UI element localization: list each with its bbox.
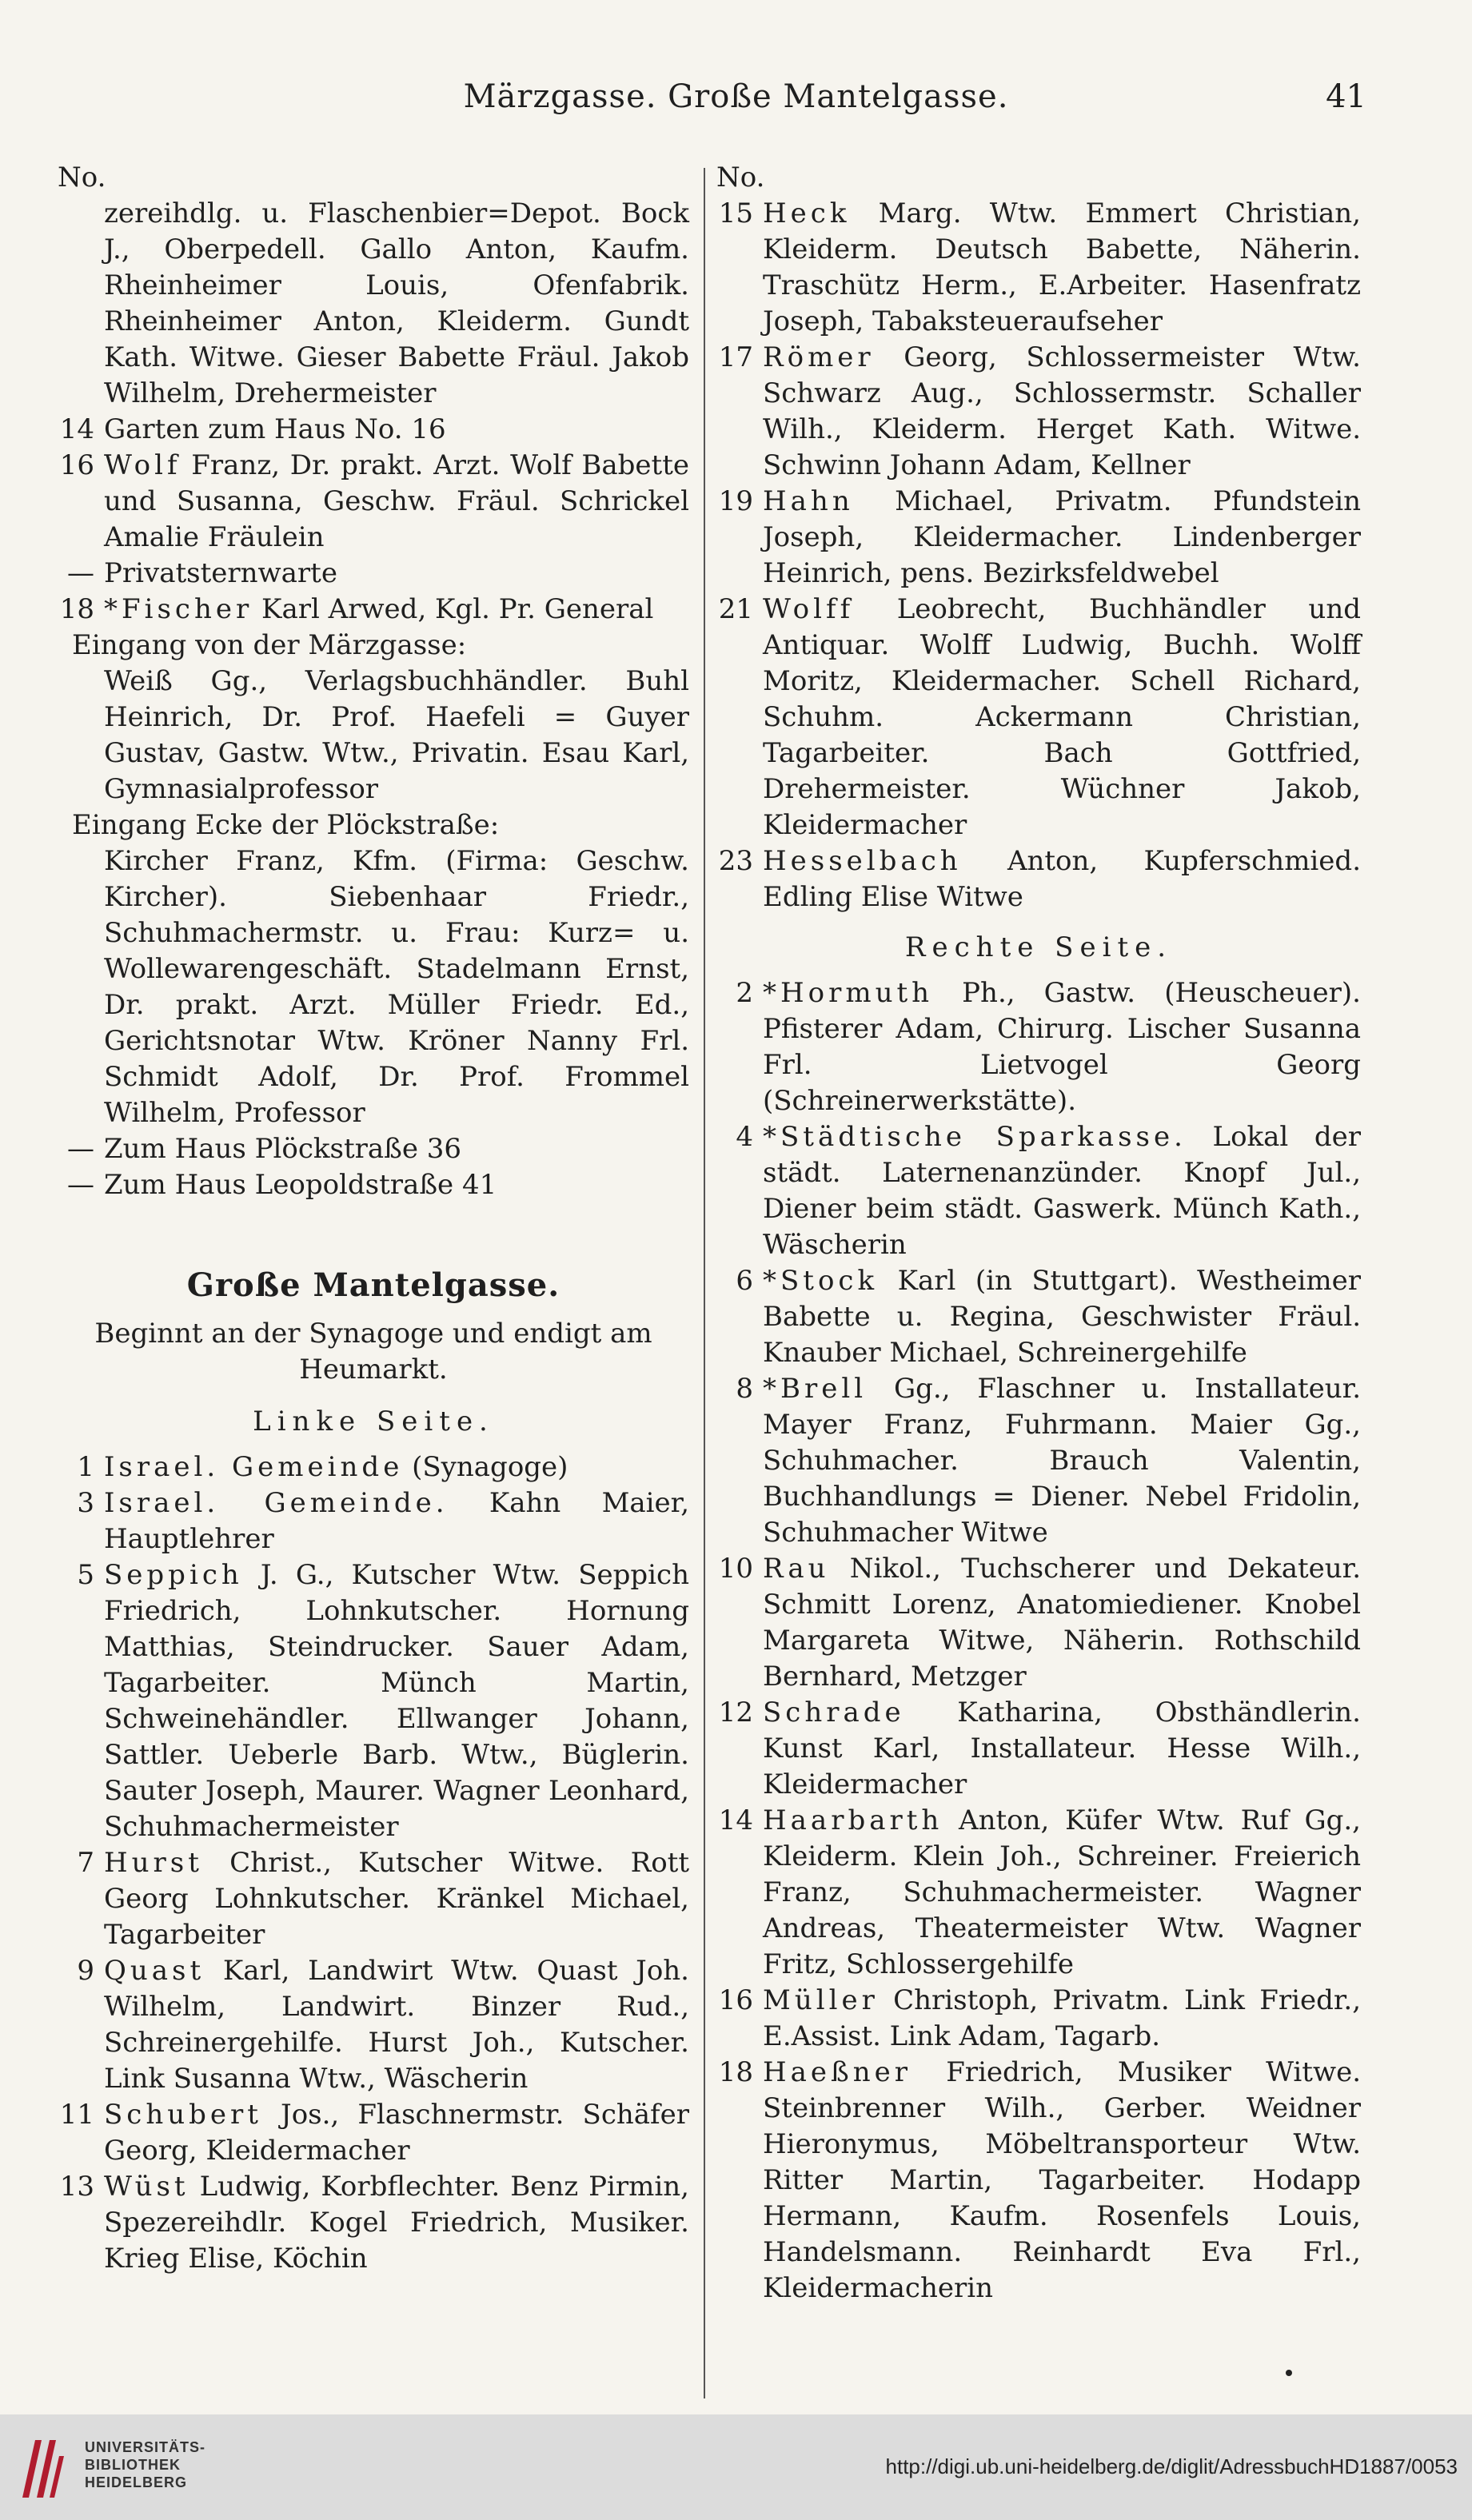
residents-text: Anton, Kupferschmied. Edling Elise Witwe <box>763 845 1361 913</box>
entry-text <box>104 2169 689 2277</box>
house-number: 9 <box>77 1955 94 1987</box>
entry-text <box>763 1803 1361 1983</box>
residents-text: Ludwig, Korbflechter. Benz Pirmin, Spezereihdlr. Kogel Friedrich, Musiker. Krieg Elise, Köchin <box>104 2171 689 2275</box>
directory-entry <box>716 843 1361 915</box>
directory-entry <box>58 1131 689 1167</box>
owner-name: Hesselbach <box>763 845 962 877</box>
directory-entry <box>58 556 689 592</box>
directory-entry <box>716 1263 1361 1371</box>
running-head <box>0 78 1472 126</box>
directory-entry <box>58 2097 689 2169</box>
directory-entry <box>716 1983 1361 2055</box>
entry-list <box>716 196 1361 915</box>
directory-entry <box>58 1449 689 1485</box>
directory-entry <box>716 1371 1361 1551</box>
directory-entry <box>58 1557 689 1845</box>
entry-text <box>763 843 1361 915</box>
entry-text <box>763 1119 1361 1263</box>
residents-text: Leobrecht, Buchhändler und Antiquar. Wolff Ludwig, Buchh. Wolff Moritz, Kleidermacher. Schell Richard, Schuhm. Ackermann Christian, Tagarbeiter. Bach Gottfried, Drehermeister. Wüchner Jakob, Kleidermacher <box>763 593 1361 841</box>
owner-name: Wüst <box>104 2171 189 2203</box>
street-description: Beginnt an der Synagoge und endigt am Heumarkt. <box>94 1318 652 1386</box>
house-number: — <box>67 1169 94 1201</box>
number-label: No. <box>716 161 765 193</box>
entry-text <box>763 340 1361 484</box>
source-url[interactable]: http://digi.ub.uni-heidelberg.de/diglit/AdressbuchHD1887/0053 <box>885 2454 1458 2478</box>
entry-text <box>104 1131 689 1167</box>
entry-text <box>104 412 689 448</box>
house-number: 7 <box>77 1847 94 1879</box>
ink-dot <box>1286 2370 1292 2376</box>
owner-name: *Städtische Sparkasse. <box>763 1121 1187 1153</box>
house-number: 5 <box>77 1559 94 1591</box>
residents-text: Garten zum Haus No. 16 <box>104 413 446 445</box>
residents-text: Friedrich, Musiker Witwe. Steinbrenner Wilh., Gerber. Weidner Hieronymus, Möbeltransporteur Wtw. Ritter Martin, Tagarbeiter. Hodapp Hermann, Kaufm. Rosenfels Louis, Handelsmann. Reinhardt Eva Frl., Kleidermacherin <box>763 2056 1361 2304</box>
residents-text: (Synagoge) <box>403 1451 568 1483</box>
owner-name: Schubert <box>104 2099 262 2131</box>
owner-name: Seppich <box>104 1559 243 1591</box>
house-number: 10 <box>718 1553 753 1585</box>
entry-text <box>104 1485 689 1557</box>
house-number: 14 <box>59 413 94 445</box>
entry-text <box>104 448 689 556</box>
directory-entry <box>58 1953 689 2097</box>
residents-text: Christ., Kutscher Witwe. Rott Georg Lohnkutscher. Kränkel Michael, Tagarbeiter <box>104 1847 689 1951</box>
entry-text <box>763 2055 1361 2307</box>
owner-name: Schrade <box>763 1697 905 1729</box>
house-number: 19 <box>718 485 753 517</box>
directory-entry <box>716 2055 1361 2307</box>
entry-text <box>763 1983 1361 2055</box>
house-number: 13 <box>59 2171 94 2203</box>
owner-name: *Fischer <box>104 593 253 625</box>
residents-text: Jos., Flaschnermstr. Schäfer Georg, Kleidermacher <box>104 2099 689 2167</box>
residents-text: Katharina, Obsthändlerin. Kunst Karl, Installateur. Hesse Wilh., Kleidermacher <box>763 1697 1361 1800</box>
residents-text: Kircher Franz, Kfm. (Firma: Geschw. Kircher). Siebenhaar Friedr., Schuhmachermstr. u. Frau: Kurz= u. Wollewarengeschäft. Stadelmann Ernst, Dr. prakt. Arzt. Müller Friedr. Ed., Gerichtsnotar Wtw. Kröner Nanny Frl. Schmidt Adolf, Dr. Prof. Frommel Wilhelm, Professor <box>104 845 689 1129</box>
house-number: 18 <box>718 2056 753 2088</box>
library-logo-icon <box>18 2434 66 2501</box>
entry-list <box>58 843 689 1203</box>
entrance-subheading: Eingang von der Märzgasse: <box>72 629 467 661</box>
entry-text <box>104 592 689 628</box>
directory-entry <box>716 484 1361 592</box>
residents-text: Gg., Flaschner u. Installateur. Mayer Franz, Fuhrmann. Maier Gg., Schuhmacher. Brauch Valentin, Buchhandlungs = Diener. Nebel Fridolin, Schuhmacher Witwe <box>763 1373 1361 1549</box>
owner-name: Hahn <box>763 485 854 517</box>
house-number: 4 <box>736 1121 753 1153</box>
entry-text <box>763 975 1361 1119</box>
left-column <box>58 160 689 2277</box>
house-number: 14 <box>718 1804 753 1836</box>
residents-text: Marg. Wtw. Emmert Christian, Kleiderm. Deutsch Babette, Näherin. Traschütz Herm., E.Arbeiter. Hasenfratz Joseph, Tabaksteueraufseher <box>763 197 1361 337</box>
entry-list <box>58 1449 689 2277</box>
directory-entry <box>58 2169 689 2277</box>
house-number: 1 <box>77 1451 94 1483</box>
page-title: Märzgasse. Große Mantelgasse. <box>463 78 1009 115</box>
directory-entry <box>58 1167 689 1203</box>
owner-name: Müller <box>763 1984 879 2016</box>
house-number: 21 <box>718 593 753 625</box>
directory-entry <box>716 1803 1361 1983</box>
owner-name: Israel. Gemeinde <box>104 1451 404 1483</box>
house-number: 8 <box>736 1373 753 1405</box>
entry-list <box>58 196 689 628</box>
entry-text <box>104 1845 689 1953</box>
number-label: No. <box>58 161 106 193</box>
directory-entry <box>716 1119 1361 1263</box>
house-number: 18 <box>59 593 94 625</box>
column-divider <box>704 168 705 2398</box>
entry-text <box>763 484 1361 592</box>
entry-text <box>763 196 1361 340</box>
house-number: 16 <box>718 1984 753 2016</box>
house-number <box>58 664 104 807</box>
entry-text <box>104 1167 689 1203</box>
residents-text: Privatsternwarte <box>104 557 337 589</box>
entry-text <box>763 1371 1361 1551</box>
entry-text <box>104 2097 689 2169</box>
house-number: 16 <box>59 449 94 481</box>
entry-text <box>104 1953 689 2097</box>
residents-text: J. G., Kutscher Wtw. Seppich Friedrich, Lohnkutscher. Hornung Matthias, Steindrucker. Sauer Adam, Tagarbeiter. Münch Martin, Schweinehändler. Ellwanger Johann, Sattler. Ueberle Barb. Wtw., Büglerin. Sauter Joseph, Maurer. Wagner Leonhard, Schuhmachermeister <box>104 1559 689 1843</box>
library-name: UNIVERSITÄTS- BIBLIOTHEK HEIDELBERG <box>85 2439 206 2490</box>
house-number: 2 <box>736 977 753 1009</box>
residents-text: zereihdlg. u. Flaschenbier=Depot. Bock J., Oberpedell. Gallo Anton, Kaufm. Rheinheimer Louis, Ofenfabrik. Rheinheimer Anton, Kleiderm. Gundt Kath. Witwe. Gieser Babette Fräul. Jakob Wilhelm, Drehermeister <box>104 197 689 409</box>
entry-text <box>104 196 689 412</box>
owner-name: Quast <box>104 1955 205 1987</box>
directory-entry <box>58 1485 689 1557</box>
house-number: — <box>67 1133 94 1165</box>
house-number: 12 <box>718 1697 753 1729</box>
right-column <box>716 160 1361 2307</box>
entry-text <box>763 592 1361 843</box>
residents-text: Zum Haus Plöckstraße 36 <box>104 1133 462 1165</box>
library-footer <box>0 2414 1472 2520</box>
house-number: 23 <box>718 845 753 877</box>
house-number <box>58 196 104 412</box>
directory-entry <box>58 592 689 628</box>
owner-name: Rau <box>763 1553 830 1585</box>
directory-entry <box>58 1845 689 1953</box>
owner-name: Hurst <box>104 1847 203 1879</box>
entry-text <box>763 1695 1361 1803</box>
entry-text <box>763 1263 1361 1371</box>
entry-text <box>104 843 689 1131</box>
entry-list <box>58 664 689 807</box>
residents-text: Georg, Schlossermeister Wtw. Schwarz Aug., Schlossermstr. Schaller Wilh., Kleiderm. Herget Kath. Witwe. Schwinn Johann Adam, Kellner <box>763 341 1361 481</box>
owner-name: *Stock <box>763 1265 879 1297</box>
residents-text: Christoph, Privatm. Link Friedr., E.Assist. Link Adam, Tagarb. <box>763 1984 1361 2052</box>
owner-name: *Brell <box>763 1373 868 1405</box>
house-number: 6 <box>736 1265 753 1297</box>
residents-text: Weiß Gg., Verlagsbuchhändler. Buhl Heinrich, Dr. Prof. Haefeli = Guyer Gustav, Gastw. Wtw., Privatin. Esau Karl, Gymnasialprofessor <box>104 665 689 805</box>
house-number: 15 <box>718 197 753 229</box>
owner-name: Israel. Gemeinde. <box>104 1487 449 1519</box>
house-number: 17 <box>718 341 753 373</box>
directory-entry <box>58 196 689 412</box>
directory-entry <box>716 592 1361 843</box>
house-number <box>58 843 104 1131</box>
owner-name: Wolff <box>763 593 855 625</box>
house-number: 11 <box>59 2099 94 2131</box>
entry-text <box>763 1551 1361 1695</box>
directory-entry <box>58 448 689 556</box>
directory-entry <box>58 664 689 807</box>
residents-text: Karl, Landwirt Wtw. Quast Joh. Wilhelm, Landwirt. Binzer Rud., Schreinergehilfe. Hurst Joh., Kutscher. Link Susanna Wtw., Wäscherin <box>104 1955 689 2095</box>
directory-entry <box>716 340 1361 484</box>
directory-entry <box>716 975 1361 1119</box>
owner-name: Heck <box>763 197 851 229</box>
residents-text: Zum Haus Leopoldstraße 41 <box>104 1169 497 1201</box>
entry-list <box>716 975 1361 2307</box>
directory-entry <box>58 412 689 448</box>
entry-text <box>104 1557 689 1845</box>
entrance-subheading: Eingang Ecke der Plöckstraße: <box>72 809 500 841</box>
house-number: 3 <box>77 1487 94 1519</box>
residents-text: Karl (in Stuttgart). Westheimer Babette u. Regina, Geschwister Fräul. Knauber Michael, Schreinergehilfe <box>763 1265 1361 1369</box>
house-number: — <box>67 557 94 589</box>
directory-entry <box>58 843 689 1131</box>
residents-text: Michael, Privatm. Pfundstein Joseph, Kleidermacher. Lindenberger Heinrich, pens. Bezirksfeldwebel <box>763 485 1361 589</box>
owner-name: *Hormuth <box>763 977 934 1009</box>
directory-entry <box>716 1551 1361 1695</box>
residents-text: Lokal der städt. Laternenanzünder. Knopf Jul., Diener beim städt. Gaswerk. Münch Kath., Wäscherin <box>763 1121 1361 1261</box>
residents-text: Anton, Küfer Wtw. Ruf Gg., Kleiderm. Klein Joh., Schreiner. Freierich Franz, Schuhmachermeister. Wagner Andreas, Theatermeister Wtw. Wagner Fritz, Schlossergehilfe <box>763 1804 1361 1980</box>
entry-text <box>104 664 689 807</box>
page-number: 41 <box>1326 78 1366 115</box>
residents-text: Nikol., Tuchscherer und Dekateur. Schmitt Lorenz, Anatomiediener. Knobel Margareta Witwe, Näherin. Rothschild Bernhard, Metzger <box>763 1553 1361 1693</box>
entry-text <box>104 1449 689 1485</box>
residents-text: Ph., Gastw. (Heuscheuer). Pfisterer Adam, Chirurg. Lischer Susanna Frl. Lietvogel Georg (Schreinerwerkstätte). <box>763 977 1361 1117</box>
owner-name: Römer <box>763 341 875 373</box>
entry-text <box>104 556 689 592</box>
directory-entry <box>716 196 1361 340</box>
residents-text: Franz, Dr. prakt. Arzt. Wolf Babette und Susanna, Geschw. Fräul. Schrickel Amalie Fräulein <box>104 449 689 553</box>
street-heading: Große Mantelgasse. <box>186 1266 560 1304</box>
owner-name: Haeßner <box>763 2056 912 2088</box>
side-heading-left: Linke Seite. <box>253 1406 494 1437</box>
side-heading-right: Rechte Seite. <box>904 931 1173 963</box>
directory-entry <box>716 1695 1361 1803</box>
residents-text: Karl Arwed, Kgl. Pr. General <box>253 593 654 625</box>
owner-name: Wolf <box>104 449 182 481</box>
owner-name: Haarbarth <box>763 1804 943 1836</box>
residents-text: Kahn Maier, Hauptlehrer <box>104 1487 689 1555</box>
